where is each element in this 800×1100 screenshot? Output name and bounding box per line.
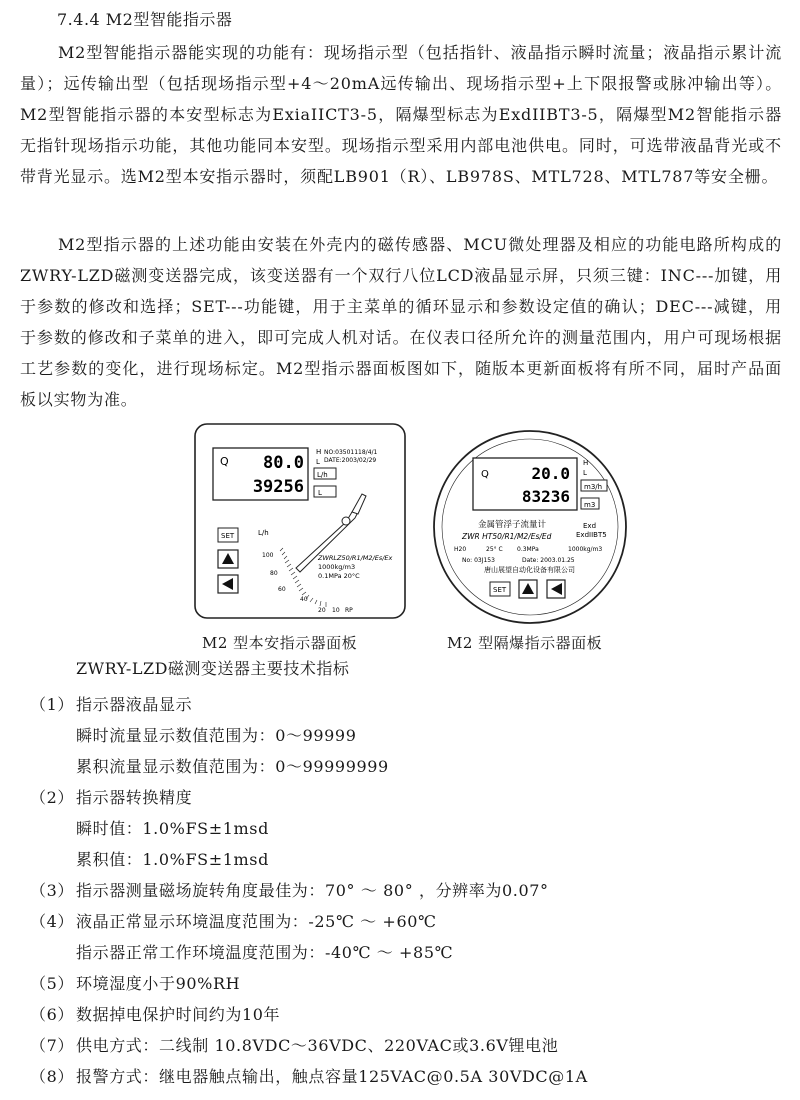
spec-item xyxy=(30,720,790,751)
left-scale-20: 20 xyxy=(318,607,326,614)
spec-text: 瞬时值：1.0%FS±1msd xyxy=(76,819,269,838)
spec-item xyxy=(30,937,790,968)
spec-item xyxy=(30,813,790,844)
spec-item xyxy=(30,782,790,813)
right-panel xyxy=(434,431,626,623)
spec-number: （4） xyxy=(30,912,74,931)
spec-text: 瞬时流量显示数值范围为：0～99999 xyxy=(76,726,357,745)
left-set-label: SET xyxy=(221,532,235,540)
section-heading: 7.4.4 M2型智能指示器 xyxy=(57,10,233,29)
spec-item xyxy=(30,844,790,875)
spec-text: 指示器转换精度 xyxy=(76,788,193,807)
right-temp: 25° C xyxy=(486,546,503,553)
spec-number: （7） xyxy=(30,1036,74,1055)
left-l-label: L xyxy=(316,458,320,466)
left-serial: NO:03501118/4/1 xyxy=(324,449,378,456)
paragraph-functions: M2型智能指示器能实现的功能有：现场指示型（包括指针、液晶指示瞬时流量；液晶指示累计流量）；远传输出型（包括现场指示型+4～20mA远传输出、现场指示型+上下限报警或脉冲输出等）。M2型智能指示器的本安型标志为ExiaIICT3-5，隔爆型标志为ExdIIBT3-5，隔爆型M2智能指示器无指针现场指示功能，其他功能同本安型。现场指示型采用内部电池供电。同时，可选带液晶背光或不带背光显示。选M2型本安指示器时，须配LB901（R）、LB978S、MTL728、MTL787等安全栅。 xyxy=(20,43,782,186)
caption-intrinsic-panel: M2 型本安指示器面板 xyxy=(202,634,358,652)
spec-number: （3） xyxy=(30,881,74,900)
spec-number: （6） xyxy=(30,1005,74,1024)
right-medium: H20 xyxy=(454,546,467,553)
right-lcd-total: 83236 xyxy=(521,487,570,506)
spec-item xyxy=(30,689,790,720)
left-scale-10: 10 xyxy=(332,607,340,614)
spec-number: （8） xyxy=(30,1067,74,1086)
spec-item xyxy=(30,999,790,1030)
panel-figures xyxy=(0,420,800,660)
left-model: ZWRLZ50/R1/M2/Es/Ex xyxy=(318,554,393,562)
spec-list xyxy=(30,689,790,1092)
right-density: 1000kg/m3 xyxy=(568,546,603,553)
spec-text: 指示器正常工作环境温度范围为：-40℃ ～ +85℃ xyxy=(76,943,454,962)
spec-item xyxy=(30,968,790,999)
spec-title: ZWRY-LZD磁测变送器主要技术指标 xyxy=(76,659,350,678)
right-l-label: L xyxy=(583,469,587,477)
left-cond: 0.1MPa 20°C xyxy=(318,572,360,580)
right-exd: Exd xyxy=(583,522,597,530)
spec-item xyxy=(30,875,790,906)
left-lcd-total: 39256 xyxy=(252,477,304,497)
right-unit-box-label: m3/h xyxy=(584,483,603,491)
right-model: ZWR HT50/R1/M2/Es/Ed xyxy=(462,532,552,541)
right-brand: 金属管浮子流量计 xyxy=(478,520,547,530)
left-date: DATE:2003/02/29 xyxy=(324,457,377,464)
spec-number: （1） xyxy=(30,695,74,714)
spec-number: （5） xyxy=(30,974,74,993)
spec-item xyxy=(30,906,790,937)
left-scale-40: 40 xyxy=(300,596,308,603)
left-l-box-label: L xyxy=(318,489,322,497)
left-scale-60: 60 xyxy=(278,586,286,593)
spec-item xyxy=(30,751,790,782)
right-exd-mark: ExdIIBT5 xyxy=(576,531,607,539)
left-dial-unit: L/h xyxy=(258,529,269,537)
right-maker: 唐山展望自动化设备有限公司 xyxy=(484,566,575,574)
spec-text: 数据掉电保护时间约为10年 xyxy=(76,1005,281,1024)
spec-text: 累积值：1.0%FS±1msd xyxy=(76,850,269,869)
caption-explosion-proof-panel: M2 型隔爆指示器面板 xyxy=(447,634,603,652)
right-set-label: SET xyxy=(493,586,507,594)
panel-figures-svg xyxy=(0,420,800,660)
spec-number: （2） xyxy=(30,788,74,807)
spec-text: 累积流量显示数值范围为：0～99999999 xyxy=(76,757,389,776)
left-h-label: H xyxy=(316,448,322,456)
spec-item xyxy=(30,1030,790,1061)
right-no: No: 03J153 xyxy=(462,557,495,564)
left-range: 1000kg/m3 xyxy=(318,563,356,571)
left-scale-rp: RP xyxy=(345,607,353,614)
pointer-hub-icon xyxy=(342,517,350,525)
spec-text: 液晶正常显示环境温度范围为：-25℃ ～ +60℃ xyxy=(76,912,437,931)
left-scale-80: 80 xyxy=(270,570,278,577)
paragraph-transmitter: M2型指示器的上述功能由安装在外壳内的磁传感器、MCU微处理器及相应的功能电路所构成的ZWRY-LZD磁测变送器完成，该变送器有一个双行八位LCD液晶显示屏，只须三键：INC---加键，用于参数的修改和选择；SET---功能键，用于主菜单的循环显示和参数设定值的确认；DEC---减键，用于参数的修改和子菜单的进入，即可完成人机对话。在仪表口径所允许的测量范围内，用户可现场根据工艺参数的变化，进行现场标定。M2型指示器面板图如下，随版本更新面板将有所不同，届时产品面板以实物为准。 xyxy=(20,235,782,409)
left-lcd-q: Q xyxy=(220,455,229,468)
spec-text: 指示器液晶显示 xyxy=(76,695,193,714)
right-lcd-q: Q xyxy=(481,469,489,480)
left-scale-100: 100 xyxy=(262,552,274,559)
right-lcd-instant: 20.0 xyxy=(531,464,570,483)
spec-text: 环境湿度小于90%RH xyxy=(76,974,241,993)
left-lcd-instant: 80.0 xyxy=(263,453,304,473)
left-unit-box-label: L/h xyxy=(317,471,328,479)
spec-item xyxy=(30,1061,790,1092)
left-panel xyxy=(195,424,405,618)
spec-text: 指示器测量磁场旋转角度最佳为：70° ～ 80° ，分辨率为0.07° xyxy=(76,881,549,900)
spec-text: 报警方式：继电器触点输出，触点容量125VAC@0.5A 30VDC@1A xyxy=(76,1067,588,1086)
right-h-label: H xyxy=(583,459,589,467)
right-m3-box-label: m3 xyxy=(584,501,596,509)
right-press: 0.3MPa xyxy=(517,546,539,553)
spec-text: 供电方式：二线制 10.8VDC～36VDC、220VAC或3.6V锂电池 xyxy=(76,1036,559,1055)
right-date: Date: 2003.01.25 xyxy=(522,557,575,564)
